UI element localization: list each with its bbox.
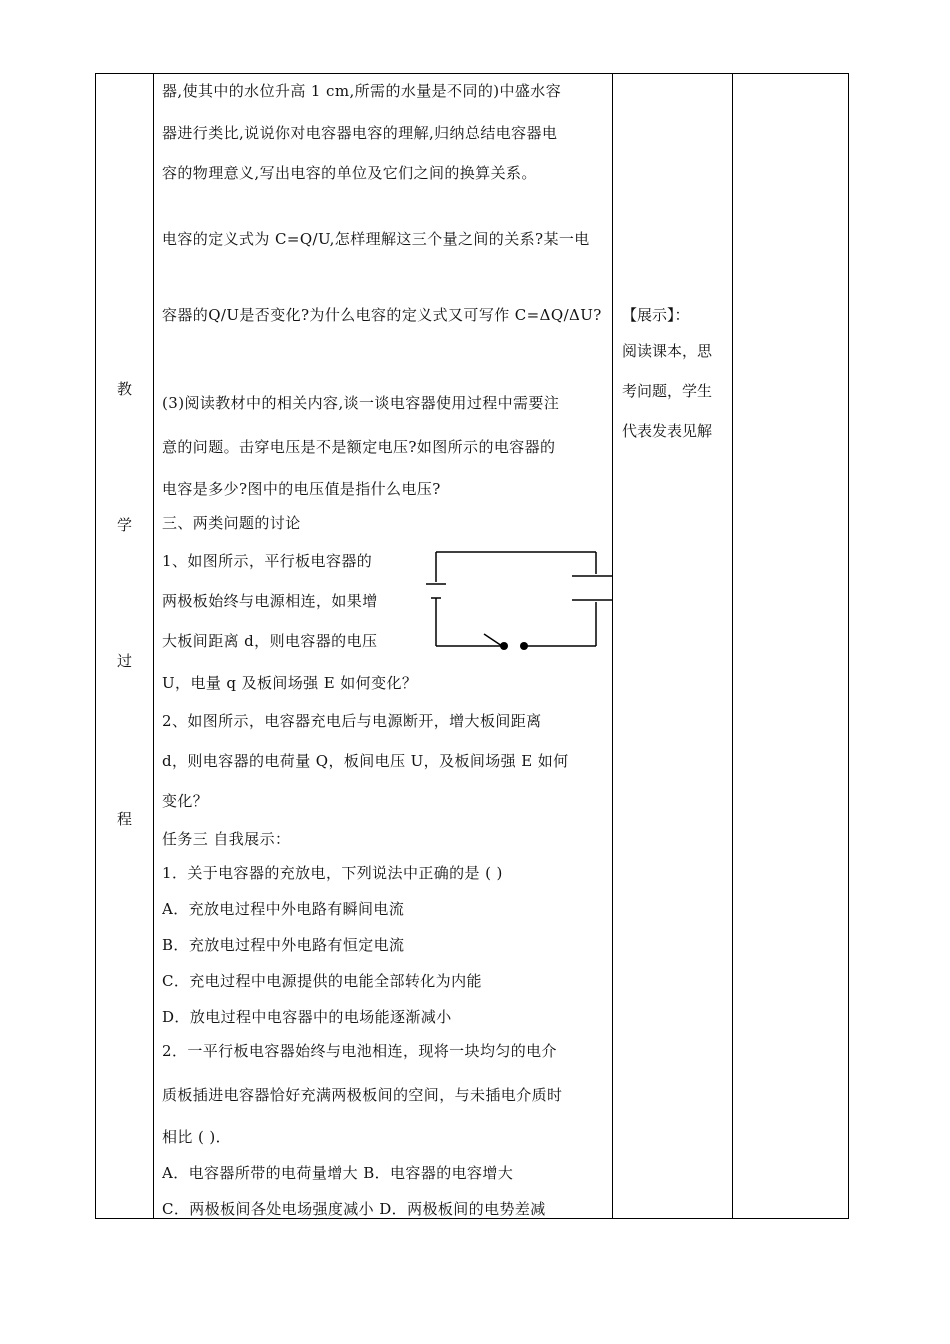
- text-line: d，则电容器的电荷量 Q，板间电压 U，及板间场强 E 如何: [162, 752, 569, 770]
- text-line: 变化？: [162, 792, 209, 810]
- option-line: A．充放电过程中外电路有瞬间电流: [162, 900, 405, 918]
- text-line: (3)阅读教材中的相关内容,谈一谈电容器使用过程中需要注: [162, 394, 560, 412]
- text-line: 大板间距离 d，则电容器的电压: [162, 632, 378, 650]
- switch-contact: [520, 642, 528, 650]
- text-line: U，电量 q 及板间场强 E 如何变化？: [162, 674, 418, 692]
- question-line: 质板插进电容器恰好充满两极板间的空间，与未插电介质时: [162, 1086, 563, 1104]
- question-line: 2．一平行板电容器始终与电池相连，现将一块均匀的电介: [162, 1042, 557, 1060]
- switch-contact: [500, 642, 508, 650]
- label-char: 学: [116, 516, 132, 534]
- text-line: 1、如图所示，平行板电容器的: [162, 552, 373, 570]
- label-column: [96, 74, 153, 1218]
- text-line: 容的物理意义,写出电容的单位及它们之间的换算关系。: [162, 164, 537, 182]
- switch-arm: [484, 634, 502, 646]
- option-line: C．两极板间各处电场强度减小 D．两极板间的电势差减: [162, 1200, 546, 1218]
- text-line: 2、如图所示，电容器充电后与电源断开，增大板间距离: [162, 712, 542, 730]
- option-line: C．充电过程中电源提供的电能全部转化为内能: [162, 972, 482, 990]
- label-char: 程: [116, 810, 132, 828]
- side-line: 阅读课本，思: [622, 342, 713, 360]
- text-line: 器进行类比,说说你对电容器电容的理解,归纳总结电容器电: [162, 124, 558, 142]
- text-line: 任务三 自我展示：: [162, 830, 291, 848]
- text-line: 器,使其中的水位升高 1 cm,所需的水量是不同的)中盛水容: [162, 82, 562, 100]
- question-line: 1．关于电容器的充放电，下列说法中正确的是 ( ): [162, 864, 503, 882]
- label-char: 教: [116, 380, 132, 398]
- side-line: 代表发表见解: [622, 422, 713, 440]
- option-line: A．电容器所带的电荷量增大 B．电容器的电容增大: [162, 1164, 514, 1182]
- side-notes: [622, 74, 734, 1218]
- column-divider: [153, 74, 154, 1218]
- label-char: 过: [116, 652, 132, 670]
- text-line: 意的问题。击穿电压是不是额定电压?如图所示的电容器的: [162, 438, 556, 456]
- text-line: 电容是多少?图中的电压值是指什么电压?: [162, 480, 441, 498]
- section-heading: 三、两类问题的讨论: [162, 514, 301, 532]
- question-line: 相比 ( )．: [162, 1128, 232, 1146]
- side-heading: 【展示】：: [622, 306, 690, 324]
- lesson-table: [95, 73, 849, 1219]
- text-line: 容器的Q/U是否变化?为什么电容的定义式又可写作 C=ΔQ/ΔU?: [162, 306, 602, 324]
- option-line: D．放电过程中电容器中的电场能逐渐减小: [162, 1008, 452, 1026]
- circuit-diagram: [426, 548, 616, 658]
- text-line: 电容的定义式为 C=Q/U,怎样理解这三个量之间的关系?某一电: [162, 230, 590, 248]
- text-line: 两极板始终与电源相连，如果增: [162, 592, 378, 610]
- side-line: 考问题，学生: [622, 382, 713, 400]
- option-line: B．充放电过程中外电路有恒定电流: [162, 936, 405, 954]
